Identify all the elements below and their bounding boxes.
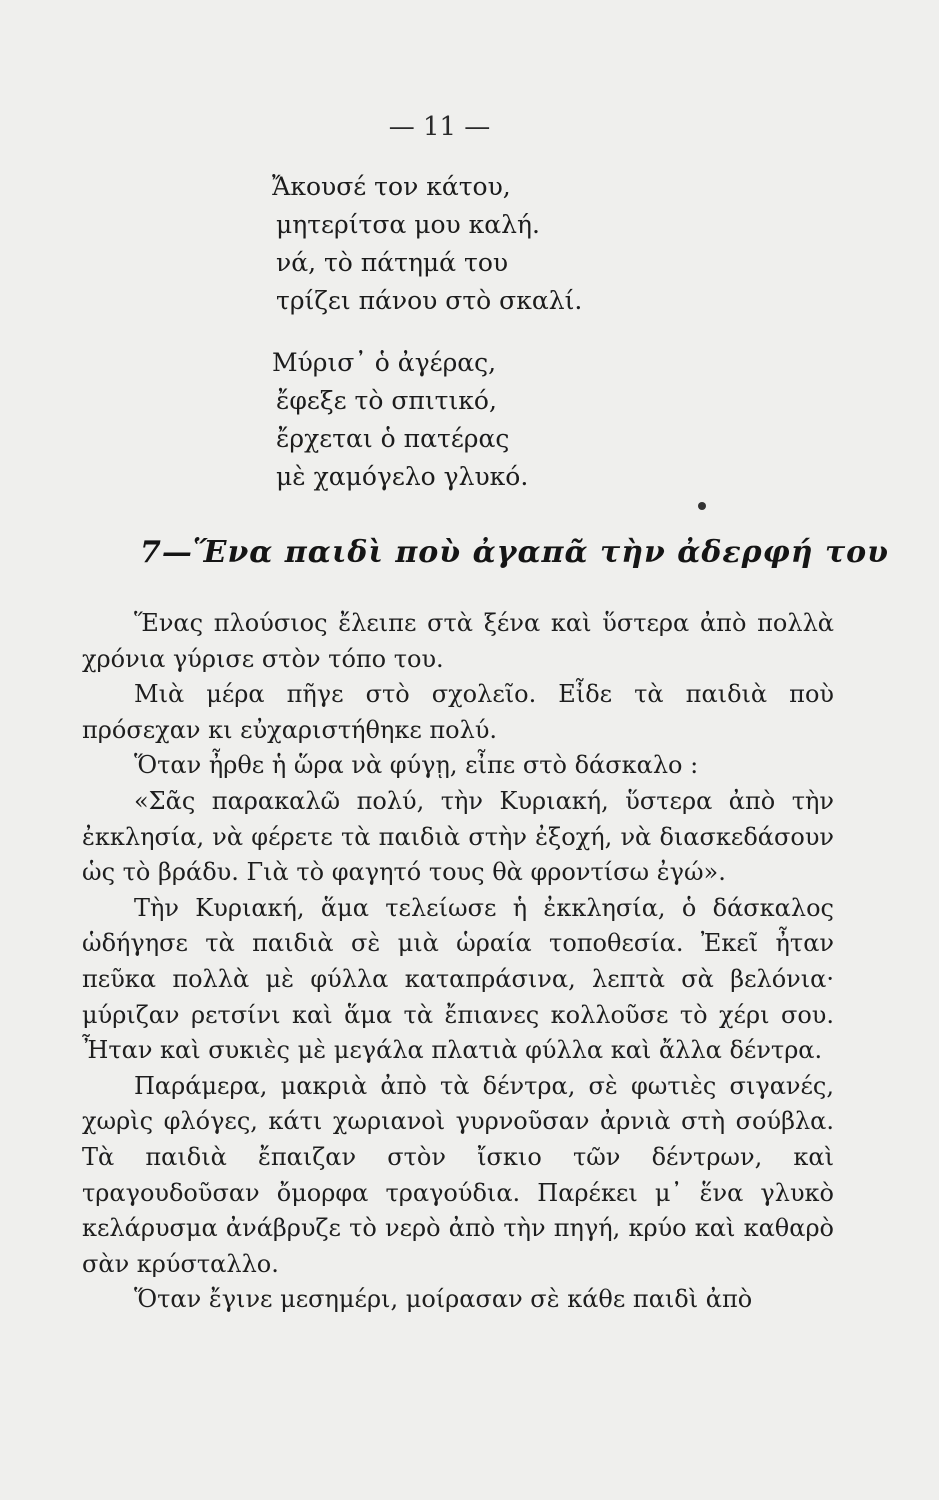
section-title: 7—Ἕνα παιδὶ ποὺ ἀγαπᾶ τὴν ἀδερφή του <box>140 535 889 570</box>
poem-line: ἔρχεται ὁ πατέρας <box>276 424 510 453</box>
poem-line: Μύρισ᾽ ὁ ἀγέρας, <box>272 348 497 377</box>
poem-line: μὲ χαμόγελο γλυκό. <box>276 462 529 491</box>
poem-line: τρίζει πάνου στὸ σκαλί. <box>276 286 583 315</box>
print-speck <box>698 502 706 510</box>
page-number: — 11 — <box>388 112 491 142</box>
paragraph: Παράμερα, μακριὰ ἀπὸ τὰ δέντρα, σὲ φωτιὲς σιγανές, χωρὶς φλόγες, κάτι χωριανοὶ γυρνοῦσαν ἀρνιὰ στὴ σούβλα. Τὰ παιδιὰ ἔπαιζαν στὸν ἴσκιο τῶν δέντρων, καὶ τραγουδοῦσαν ὄμορφα τραγούδια. Παρέκει μ᾽ ἕνα γλυκὸ κελάρυσμα ἀνάβρυζε τὸ νερὸ ἀπὸ τὴν πηγή, κρύο καὶ καθαρὸ σὰν κρύσταλλο. <box>82 1071 834 1278</box>
paragraph: Μιὰ μέρα πῆγε στὸ σχολεῖο. Εἶδε τὰ παιδιὰ ποὺ πρόσεχαν κι εὐχαριστήθηκε πολύ. <box>82 680 834 744</box>
paragraph: «Σᾶς παρακαλῶ πολύ, τὴν Κυριακή, ὕστερα ἀπὸ τὴν ἐκκλησία, νὰ φέρετε τὰ παιδιὰ στὴν ἐξοχή, νὰ διασκεδάσουν ὡς τὸ βράδυ. Γιὰ τὸ φαγητό τους θὰ φροντίσω ἐγώ». <box>82 786 834 887</box>
paragraph: Ὅταν ἦρθε ἡ ὥρα νὰ φύγῃ, εἶπε στὸ δάσκαλο : <box>134 751 699 780</box>
poem-stanza-2 <box>272 344 582 496</box>
paragraph: Ἕνας πλούσιος ἔλειπε στὰ ξένα καὶ ὕστερα ἀπὸ πολλὰ χρόνια γύρισε στὸν τόπο του. <box>82 609 834 673</box>
paragraph: Ὅταν ἔγινε μεσημέρι, μοίρασαν σὲ κάθε παιδὶ ἀπὸ <box>134 1285 753 1314</box>
poem-line: Ἄκουσέ τον κάτου, <box>272 172 511 201</box>
paragraph: Τὴν Κυριακή, ἅμα τελείωσε ἡ ἐκκλησία, ὁ δάσκαλος ὡδήγησε τὰ παιδιὰ σὲ μιὰ ὡραία τοποθεσία. Ἐκεῖ ἦταν πεῦκα πολλὰ μὲ φύλλα καταπράσινα, λεπτὰ σὰ βελόνια· μύριζαν ρετσίνι καὶ ἅμα τὰ ἔπιανες κολλοῦσε τὸ χέρι σου. Ἦταν καὶ συκιὲς μὲ μεγάλα πλατιὰ φύλλα καὶ ἄλλα δέντρα. <box>82 893 834 1065</box>
poem-line: μητερίτσα μου καλή. <box>276 210 540 239</box>
poem-stanza-1 <box>272 168 582 320</box>
poem <box>272 168 582 520</box>
poem-line: νά, τὸ πάτημά του <box>276 248 509 277</box>
poem-line: ἔφεξε τὸ σπιτικό, <box>276 386 497 415</box>
story-text <box>82 606 834 1318</box>
